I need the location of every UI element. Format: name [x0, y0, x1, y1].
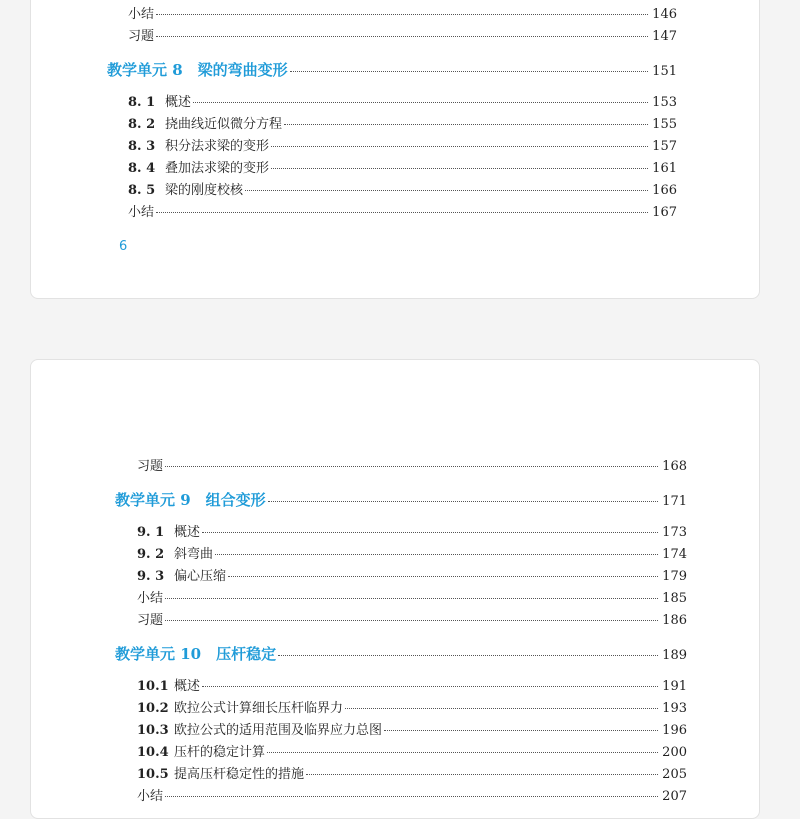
dot-leader [193, 101, 648, 103]
entry-page-number: 171 [662, 494, 687, 509]
toc-section-entry [128, 160, 677, 178]
dot-leader [156, 13, 648, 15]
entry-page-number: 146 [652, 7, 677, 22]
entry-page-number: 189 [662, 648, 687, 663]
dot-leader [156, 211, 648, 213]
toc-unit-heading [115, 491, 687, 511]
entry-page-number: 185 [662, 591, 687, 606]
toc-section-entry [137, 568, 687, 586]
section-number: 10.2 [137, 701, 169, 716]
page-number: 6 [119, 239, 128, 254]
toc-section-entry [137, 678, 687, 696]
entry-title: 概述 [165, 95, 192, 110]
toc-page-1 [30, 0, 760, 299]
section-number: 10.5 [137, 767, 169, 782]
entry-title: 偏心压缩 [174, 569, 227, 584]
dot-leader [306, 773, 658, 775]
entry-title: 习题 [137, 613, 164, 628]
dot-leader [267, 751, 658, 753]
toc-section-entry [128, 94, 677, 112]
section-number: 8. 4 [128, 161, 156, 176]
dot-leader [245, 189, 648, 191]
dot-leader [215, 553, 658, 555]
toc-entry [137, 458, 687, 476]
entry-title: 叠加法求梁的变形 [165, 161, 270, 176]
entry-page-number: 166 [652, 183, 677, 198]
dot-leader [165, 597, 658, 599]
toc-section-entry [137, 546, 687, 564]
dot-leader [156, 35, 648, 37]
entry-title: 梁的刚度校核 [165, 183, 244, 198]
section-number: 8. 1 [128, 95, 156, 110]
entry-title: 教学单元 8 梁的弯曲变形 [107, 61, 288, 79]
entry-page-number: 168 [662, 459, 687, 474]
section-number: 8. 2 [128, 117, 156, 132]
entry-page-number: 174 [662, 547, 687, 562]
entry-title: 概述 [174, 679, 201, 694]
toc-entry [128, 6, 677, 24]
toc-section-entry [128, 182, 677, 200]
entry-title: 教学单元 10 压杆稳定 [115, 645, 277, 663]
entry-page-number: 207 [662, 789, 687, 804]
entry-title: 小结 [128, 7, 155, 22]
dot-leader [271, 145, 648, 147]
toc-list [31, 360, 759, 818]
toc-entry [128, 204, 677, 222]
dot-leader [228, 575, 658, 577]
dot-leader [165, 795, 658, 797]
toc-section-entry [137, 766, 687, 784]
dot-leader [278, 654, 658, 656]
section-number: 10.1 [137, 679, 169, 694]
entry-title: 习题 [137, 459, 164, 474]
section-number: 10.4 [137, 745, 169, 760]
dot-leader [268, 500, 659, 502]
toc-unit-heading [115, 645, 687, 665]
toc-list [31, 0, 759, 298]
entry-title: 教学单元 9 组合变形 [115, 491, 266, 509]
dot-leader [202, 685, 658, 687]
toc-section-entry [137, 722, 687, 740]
dot-leader [290, 70, 649, 72]
entry-page-number: 200 [662, 745, 687, 760]
entry-page-number: 151 [652, 64, 677, 79]
entry-page-number: 155 [652, 117, 677, 132]
entry-title: 小结 [137, 591, 164, 606]
entry-title: 欧拉公式的适用范围及临界应力总图 [174, 723, 383, 738]
dot-leader [165, 465, 658, 467]
entry-page-number: 196 [662, 723, 687, 738]
toc-entry [137, 590, 687, 608]
entry-title: 提高压杆稳定性的措施 [174, 767, 305, 782]
section-number: 9. 3 [137, 569, 165, 584]
entry-page-number: 167 [652, 205, 677, 220]
section-number: 9. 2 [137, 547, 165, 562]
dot-leader [165, 619, 658, 621]
entry-title: 概述 [174, 525, 201, 540]
entry-title: 积分法求梁的变形 [165, 139, 270, 154]
entry-page-number: 173 [662, 525, 687, 540]
entry-page-number: 191 [662, 679, 687, 694]
toc-section-entry [137, 744, 687, 762]
entry-title: 习题 [128, 29, 155, 44]
toc-entry [137, 612, 687, 630]
entry-title: 斜弯曲 [174, 547, 214, 562]
entry-title: 小结 [128, 205, 155, 220]
toc-page-2 [30, 359, 760, 819]
toc-entry [128, 28, 677, 46]
dot-leader [271, 167, 648, 169]
toc-section-entry [128, 116, 677, 134]
dot-leader [202, 531, 658, 533]
dot-leader [284, 123, 648, 125]
entry-page-number: 147 [652, 29, 677, 44]
entry-title: 小结 [137, 789, 164, 804]
entry-title: 压杆的稳定计算 [174, 745, 266, 760]
entry-title: 欧拉公式计算细长压杆临界力 [174, 701, 344, 716]
dot-leader [345, 707, 658, 709]
entry-page-number: 161 [652, 161, 677, 176]
toc-section-entry [137, 524, 687, 542]
entry-title: 挠曲线近似微分方程 [165, 117, 283, 132]
toc-entry [137, 788, 687, 806]
entry-page-number: 157 [652, 139, 677, 154]
section-number: 10.3 [137, 723, 169, 738]
dot-leader [384, 729, 658, 731]
section-number: 8. 3 [128, 139, 156, 154]
section-number: 8. 5 [128, 183, 156, 198]
entry-page-number: 193 [662, 701, 687, 716]
toc-section-entry [128, 138, 677, 156]
toc-unit-heading [107, 61, 677, 81]
toc-section-entry [137, 700, 687, 718]
entry-page-number: 205 [662, 767, 687, 782]
entry-page-number: 179 [662, 569, 687, 584]
entry-page-number: 153 [652, 95, 677, 110]
section-number: 9. 1 [137, 525, 165, 540]
entry-page-number: 186 [662, 613, 687, 628]
